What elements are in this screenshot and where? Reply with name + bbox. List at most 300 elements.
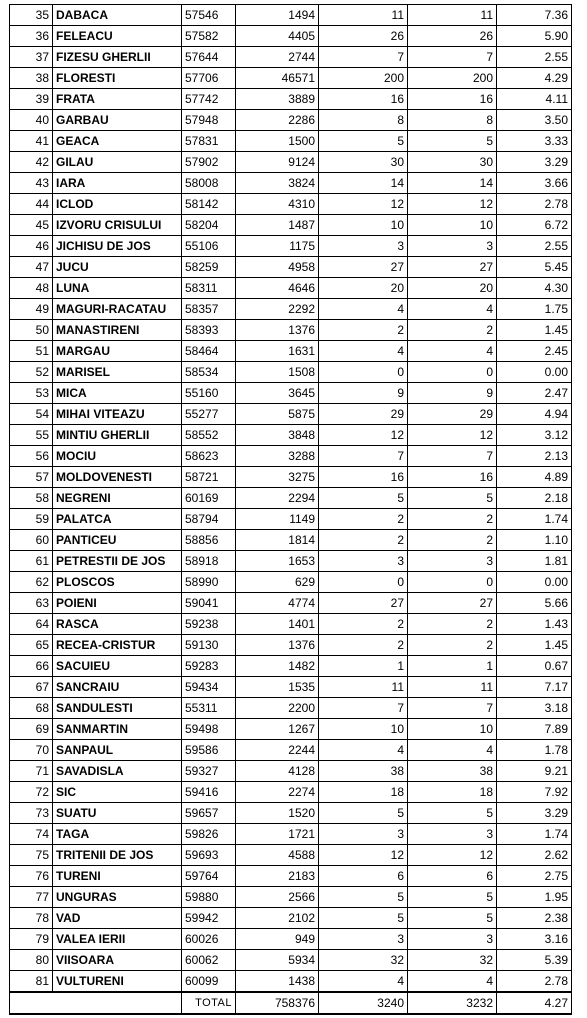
siruta-code-cell: 58534	[182, 362, 236, 383]
count-b-cell: 14	[408, 173, 497, 194]
count-a-cell: 4	[319, 971, 408, 993]
rate-cell: 2.38	[497, 908, 572, 929]
table-row	[10, 908, 572, 929]
table-row	[10, 635, 572, 656]
count-a-cell: 5	[319, 908, 408, 929]
table-row	[10, 5, 572, 26]
locality-name-cell: ICLOD	[53, 194, 182, 215]
count-b-cell: 7	[408, 446, 497, 467]
count-b-cell: 32	[408, 950, 497, 971]
population-cell: 4774	[236, 593, 319, 614]
table-row	[10, 929, 572, 950]
total-population: 758376	[236, 992, 319, 1014]
siruta-code-cell: 57902	[182, 152, 236, 173]
locality-name-cell: UNGURAS	[53, 887, 182, 908]
locality-name-cell: MARISEL	[53, 362, 182, 383]
count-b-cell: 5	[408, 131, 497, 152]
locality-name-cell: LUNA	[53, 278, 182, 299]
count-a-cell: 3	[319, 929, 408, 950]
row-number-cell: 80	[10, 950, 53, 971]
locality-name-cell: MAGURI-RACATAU	[53, 299, 182, 320]
row-number-cell: 78	[10, 908, 53, 929]
rate-cell: 2.62	[497, 845, 572, 866]
rate-cell: 3.29	[497, 152, 572, 173]
count-a-cell: 32	[319, 950, 408, 971]
row-number-cell: 81	[10, 971, 53, 993]
locality-name-cell: GARBAU	[53, 110, 182, 131]
rate-cell: 2.47	[497, 383, 572, 404]
row-number-cell: 49	[10, 299, 53, 320]
row-number-cell: 53	[10, 383, 53, 404]
population-cell: 4958	[236, 257, 319, 278]
locality-name-cell: SIC	[53, 782, 182, 803]
population-cell: 1438	[236, 971, 319, 993]
row-number-cell: 56	[10, 446, 53, 467]
count-a-cell: 5	[319, 488, 408, 509]
count-a-cell: 16	[319, 89, 408, 110]
count-b-cell: 5	[408, 908, 497, 929]
count-b-cell: 27	[408, 593, 497, 614]
count-a-cell: 26	[319, 26, 408, 47]
locality-name-cell: DABACA	[53, 5, 182, 26]
row-number-cell: 47	[10, 257, 53, 278]
siruta-code-cell: 58794	[182, 509, 236, 530]
locality-name-cell: GEACA	[53, 131, 182, 152]
population-cell: 3824	[236, 173, 319, 194]
table-row	[10, 572, 572, 593]
table-row	[10, 866, 572, 887]
total-count-a: 3240	[319, 992, 408, 1014]
locality-name-cell: FLORESTI	[53, 68, 182, 89]
population-cell: 5934	[236, 950, 319, 971]
siruta-code-cell: 58311	[182, 278, 236, 299]
table-row	[10, 299, 572, 320]
row-number-cell: 62	[10, 572, 53, 593]
table-row	[10, 236, 572, 257]
table-row	[10, 257, 572, 278]
row-number-cell: 60	[10, 530, 53, 551]
row-number-cell: 43	[10, 173, 53, 194]
count-b-cell: 9	[408, 383, 497, 404]
row-number-cell: 41	[10, 131, 53, 152]
count-a-cell: 29	[319, 404, 408, 425]
row-number-cell: 55	[10, 425, 53, 446]
siruta-code-cell: 60062	[182, 950, 236, 971]
rate-cell: 1.75	[497, 299, 572, 320]
table-row	[10, 530, 572, 551]
count-b-cell: 2	[408, 530, 497, 551]
locality-name-cell: SANCRAIU	[53, 677, 182, 698]
row-number-cell: 38	[10, 68, 53, 89]
count-b-cell: 10	[408, 719, 497, 740]
count-b-cell: 3	[408, 551, 497, 572]
count-b-cell: 27	[408, 257, 497, 278]
table-row	[10, 152, 572, 173]
population-cell: 4405	[236, 26, 319, 47]
population-cell: 1267	[236, 719, 319, 740]
population-cell: 2566	[236, 887, 319, 908]
population-cell: 3275	[236, 467, 319, 488]
count-a-cell: 20	[319, 278, 408, 299]
locality-name-cell: FIZESU GHERLII	[53, 47, 182, 68]
rate-cell: 1.74	[497, 509, 572, 530]
siruta-code-cell: 60169	[182, 488, 236, 509]
siruta-code-cell: 59283	[182, 656, 236, 677]
row-number-cell: 44	[10, 194, 53, 215]
rate-cell: 7.36	[497, 5, 572, 26]
count-b-cell: 3	[408, 824, 497, 845]
count-a-cell: 2	[319, 530, 408, 551]
siruta-code-cell: 59498	[182, 719, 236, 740]
count-b-cell: 5	[408, 803, 497, 824]
count-a-cell: 11	[319, 677, 408, 698]
population-cell: 1535	[236, 677, 319, 698]
population-cell: 1494	[236, 5, 319, 26]
rate-cell: 9.21	[497, 761, 572, 782]
table-row	[10, 698, 572, 719]
row-number-cell: 61	[10, 551, 53, 572]
rate-cell: 6.72	[497, 215, 572, 236]
population-cell: 1814	[236, 530, 319, 551]
rate-cell: 4.11	[497, 89, 572, 110]
siruta-code-cell: 58393	[182, 320, 236, 341]
count-b-cell: 2	[408, 614, 497, 635]
siruta-code-cell: 59586	[182, 740, 236, 761]
row-number-cell: 36	[10, 26, 53, 47]
population-cell: 1376	[236, 635, 319, 656]
locality-name-cell: TURENI	[53, 866, 182, 887]
table-row	[10, 89, 572, 110]
population-cell: 2200	[236, 698, 319, 719]
rate-cell: 7.89	[497, 719, 572, 740]
rate-cell: 5.45	[497, 257, 572, 278]
row-number-cell: 52	[10, 362, 53, 383]
table-row	[10, 803, 572, 824]
table-row	[10, 509, 572, 530]
count-b-cell: 8	[408, 110, 497, 131]
count-b-cell: 5	[408, 887, 497, 908]
count-b-cell: 2	[408, 320, 497, 341]
siruta-code-cell: 58918	[182, 551, 236, 572]
count-a-cell: 7	[319, 446, 408, 467]
count-b-cell: 18	[408, 782, 497, 803]
locality-name-cell: SANPAUL	[53, 740, 182, 761]
population-cell: 2286	[236, 110, 319, 131]
count-b-cell: 38	[408, 761, 497, 782]
count-a-cell: 12	[319, 425, 408, 446]
population-cell: 1149	[236, 509, 319, 530]
population-cell: 2744	[236, 47, 319, 68]
siruta-code-cell: 55160	[182, 383, 236, 404]
count-b-cell: 7	[408, 47, 497, 68]
siruta-code-cell: 57644	[182, 47, 236, 68]
rate-cell: 2.55	[497, 47, 572, 68]
locality-name-cell: GILAU	[53, 152, 182, 173]
rate-cell: 2.55	[497, 236, 572, 257]
table-row	[10, 845, 572, 866]
population-cell: 3889	[236, 89, 319, 110]
count-b-cell: 26	[408, 26, 497, 47]
siruta-code-cell: 59416	[182, 782, 236, 803]
row-number-cell: 75	[10, 845, 53, 866]
rate-cell: 5.90	[497, 26, 572, 47]
rate-cell: 4.89	[497, 467, 572, 488]
siruta-code-cell: 58856	[182, 530, 236, 551]
locality-name-cell: SAVADISLA	[53, 761, 182, 782]
table-row	[10, 656, 572, 677]
locality-name-cell: SANDULESTI	[53, 698, 182, 719]
population-cell: 1508	[236, 362, 319, 383]
count-b-cell: 4	[408, 740, 497, 761]
rate-cell: 7.17	[497, 677, 572, 698]
rate-cell: 5.39	[497, 950, 572, 971]
row-number-cell: 76	[10, 866, 53, 887]
locality-name-cell: RECEA-CRISTUR	[53, 635, 182, 656]
locality-name-cell: IARA	[53, 173, 182, 194]
count-a-cell: 6	[319, 866, 408, 887]
count-a-cell: 3	[319, 824, 408, 845]
rate-cell: 3.66	[497, 173, 572, 194]
locality-name-cell: MOCIU	[53, 446, 182, 467]
row-number-cell: 67	[10, 677, 53, 698]
rate-cell: 3.33	[497, 131, 572, 152]
table-row	[10, 614, 572, 635]
table-row	[10, 761, 572, 782]
siruta-code-cell: 59238	[182, 614, 236, 635]
siruta-code-cell: 58464	[182, 341, 236, 362]
count-a-cell: 5	[319, 887, 408, 908]
siruta-code-cell: 57742	[182, 89, 236, 110]
population-cell: 3645	[236, 383, 319, 404]
siruta-code-cell: 59327	[182, 761, 236, 782]
population-cell: 2294	[236, 488, 319, 509]
locality-name-cell: JICHISU DE JOS	[53, 236, 182, 257]
rate-cell: 2.13	[497, 446, 572, 467]
rate-cell: 1.81	[497, 551, 572, 572]
population-cell: 4588	[236, 845, 319, 866]
count-a-cell: 5	[319, 803, 408, 824]
count-a-cell: 12	[319, 845, 408, 866]
rate-cell: 4.94	[497, 404, 572, 425]
row-number-cell: 79	[10, 929, 53, 950]
siruta-code-cell: 59764	[182, 866, 236, 887]
locality-name-cell: VALEA IERII	[53, 929, 182, 950]
rate-cell: 3.12	[497, 425, 572, 446]
count-a-cell: 200	[319, 68, 408, 89]
rate-cell: 3.16	[497, 929, 572, 950]
siruta-code-cell: 58552	[182, 425, 236, 446]
table-row	[10, 551, 572, 572]
table-row	[10, 68, 572, 89]
count-a-cell: 7	[319, 698, 408, 719]
count-a-cell: 5	[319, 131, 408, 152]
count-b-cell: 16	[408, 467, 497, 488]
count-b-cell: 4	[408, 971, 497, 993]
locality-name-cell: POIENI	[53, 593, 182, 614]
locality-name-cell: MINTIU GHERLII	[53, 425, 182, 446]
siruta-code-cell: 55311	[182, 698, 236, 719]
siruta-code-cell: 57546	[182, 5, 236, 26]
population-cell: 2102	[236, 908, 319, 929]
count-b-cell: 0	[408, 362, 497, 383]
population-cell: 949	[236, 929, 319, 950]
table-row	[10, 404, 572, 425]
locality-name-cell: NEGRENI	[53, 488, 182, 509]
row-number-cell: 40	[10, 110, 53, 131]
row-number-cell: 50	[10, 320, 53, 341]
siruta-code-cell: 58204	[182, 215, 236, 236]
rate-cell: 3.50	[497, 110, 572, 131]
siruta-code-cell: 59942	[182, 908, 236, 929]
count-b-cell: 29	[408, 404, 497, 425]
count-b-cell: 3	[408, 236, 497, 257]
count-a-cell: 27	[319, 593, 408, 614]
table-row	[10, 719, 572, 740]
siruta-code-cell: 59826	[182, 824, 236, 845]
locality-name-cell: MICA	[53, 383, 182, 404]
population-cell: 1175	[236, 236, 319, 257]
table-row	[10, 47, 572, 68]
population-cell: 1487	[236, 215, 319, 236]
count-a-cell: 2	[319, 614, 408, 635]
row-number-cell: 59	[10, 509, 53, 530]
count-b-cell: 2	[408, 635, 497, 656]
rate-cell: 4.30	[497, 278, 572, 299]
population-cell: 2183	[236, 866, 319, 887]
row-number-cell: 58	[10, 488, 53, 509]
table-row	[10, 824, 572, 845]
count-b-cell: 0	[408, 572, 497, 593]
siruta-code-cell: 59693	[182, 845, 236, 866]
count-b-cell: 4	[408, 341, 497, 362]
row-number-cell: 68	[10, 698, 53, 719]
data-table	[9, 4, 572, 1015]
locality-name-cell: PETRESTII DE JOS	[53, 551, 182, 572]
population-cell: 46571	[236, 68, 319, 89]
siruta-code-cell: 58259	[182, 257, 236, 278]
count-a-cell: 10	[319, 215, 408, 236]
count-b-cell: 20	[408, 278, 497, 299]
table-body	[10, 5, 572, 993]
row-number-cell: 74	[10, 824, 53, 845]
locality-name-cell: SANMARTIN	[53, 719, 182, 740]
siruta-code-cell: 58623	[182, 446, 236, 467]
locality-name-cell: PLOSCOS	[53, 572, 182, 593]
row-number-cell: 45	[10, 215, 53, 236]
row-number-cell: 65	[10, 635, 53, 656]
siruta-code-cell: 60099	[182, 971, 236, 993]
count-b-cell: 30	[408, 152, 497, 173]
locality-name-cell: VULTURENI	[53, 971, 182, 993]
rate-cell: 0.67	[497, 656, 572, 677]
total-label: TOTAL	[182, 992, 236, 1014]
locality-name-cell: VIISOARA	[53, 950, 182, 971]
rate-cell: 1.43	[497, 614, 572, 635]
count-a-cell: 30	[319, 152, 408, 173]
siruta-code-cell: 58990	[182, 572, 236, 593]
locality-name-cell: PANTICEU	[53, 530, 182, 551]
rate-cell: 3.29	[497, 803, 572, 824]
rate-cell: 4.29	[497, 68, 572, 89]
table-row	[10, 593, 572, 614]
table-row	[10, 887, 572, 908]
population-cell: 4128	[236, 761, 319, 782]
count-b-cell: 2	[408, 509, 497, 530]
locality-name-cell: MARGAU	[53, 341, 182, 362]
total-blank-cell	[10, 992, 182, 1014]
total-rate: 4.27	[497, 992, 572, 1014]
population-cell: 5875	[236, 404, 319, 425]
siruta-code-cell: 55106	[182, 236, 236, 257]
siruta-code-cell: 58357	[182, 299, 236, 320]
rate-cell: 3.18	[497, 698, 572, 719]
siruta-code-cell: 58721	[182, 467, 236, 488]
rate-cell: 1.45	[497, 320, 572, 341]
row-number-cell: 54	[10, 404, 53, 425]
count-a-cell: 11	[319, 5, 408, 26]
rate-cell: 1.74	[497, 824, 572, 845]
count-a-cell: 1	[319, 656, 408, 677]
population-cell: 4310	[236, 194, 319, 215]
count-a-cell: 10	[319, 719, 408, 740]
locality-name-cell: MANASTIRENI	[53, 320, 182, 341]
rate-cell: 1.95	[497, 887, 572, 908]
count-a-cell: 8	[319, 110, 408, 131]
table-row	[10, 131, 572, 152]
table-row	[10, 110, 572, 131]
population-cell: 3288	[236, 446, 319, 467]
rate-cell: 2.78	[497, 971, 572, 993]
count-a-cell: 2	[319, 635, 408, 656]
count-b-cell: 3	[408, 929, 497, 950]
table-row	[10, 173, 572, 194]
count-a-cell: 38	[319, 761, 408, 782]
siruta-code-cell: 57831	[182, 131, 236, 152]
count-a-cell: 0	[319, 362, 408, 383]
count-a-cell: 4	[319, 740, 408, 761]
siruta-code-cell: 59657	[182, 803, 236, 824]
locality-name-cell: MIHAI VITEAZU	[53, 404, 182, 425]
row-number-cell: 37	[10, 47, 53, 68]
count-a-cell: 3	[319, 551, 408, 572]
siruta-code-cell: 59880	[182, 887, 236, 908]
population-cell: 3848	[236, 425, 319, 446]
siruta-code-cell: 59041	[182, 593, 236, 614]
rate-cell: 7.92	[497, 782, 572, 803]
table-row	[10, 950, 572, 971]
table-row	[10, 278, 572, 299]
siruta-code-cell: 57582	[182, 26, 236, 47]
siruta-code-cell: 58142	[182, 194, 236, 215]
row-number-cell: 46	[10, 236, 53, 257]
count-a-cell: 18	[319, 782, 408, 803]
count-b-cell: 10	[408, 215, 497, 236]
locality-name-cell: PALATCA	[53, 509, 182, 530]
row-number-cell: 64	[10, 614, 53, 635]
locality-name-cell: TRITENII DE JOS	[53, 845, 182, 866]
row-number-cell: 72	[10, 782, 53, 803]
row-number-cell: 63	[10, 593, 53, 614]
count-b-cell: 1	[408, 656, 497, 677]
rate-cell: 2.78	[497, 194, 572, 215]
locality-name-cell: RASCA	[53, 614, 182, 635]
table-row	[10, 341, 572, 362]
count-a-cell: 0	[319, 572, 408, 593]
count-b-cell: 12	[408, 194, 497, 215]
locality-name-cell: JUCU	[53, 257, 182, 278]
row-number-cell: 69	[10, 719, 53, 740]
rate-cell: 0.00	[497, 572, 572, 593]
